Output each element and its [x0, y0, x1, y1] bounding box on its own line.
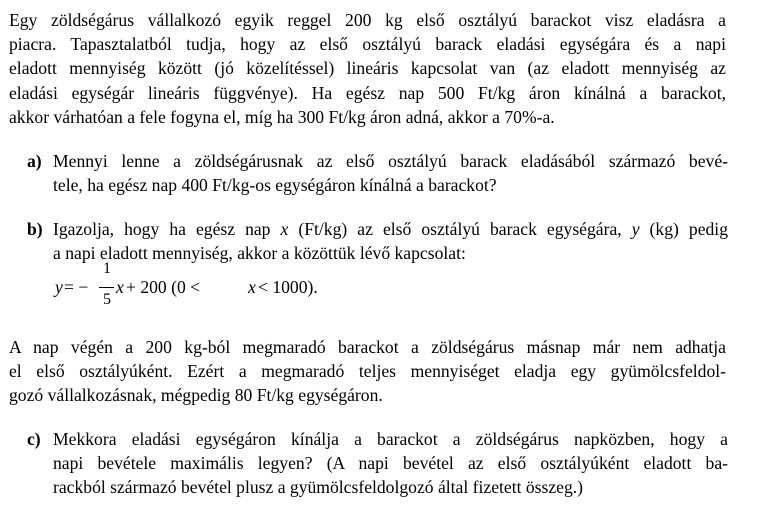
intro-line: akkor várhatóan a fele fogyna el, míg ha 300 Ft/kg áron adná, akkor a 70%-a.	[9, 106, 555, 127]
question-c-line: Mekkora eladási egységáron kínálja a barackot a zöldségárus napközben, hogy a	[53, 429, 728, 449]
middle-paragraph	[9, 335, 726, 408]
question-b-line	[53, 217, 728, 241]
formula-numerator: 1	[103, 260, 111, 277]
formula-wrapper	[0, 260, 760, 319]
var-x: x	[280, 219, 289, 239]
formula-end: < 1000).	[258, 277, 318, 297]
intro-line: eladási egységár lineáris függvénye). Ha egész nap 500 Ft/kg áron kínálná a barackot,	[9, 82, 726, 103]
question-c-label: c)	[27, 429, 41, 449]
formula	[52, 260, 452, 313]
text-run: (Ft/kg) az első osztályú barack egységára,	[288, 219, 632, 239]
intro-line: eladott mennyiség között (jó közelítéssel) lineáris kapcsolat van (az eladott mennyiség az	[9, 58, 726, 79]
formula-denominator: 5	[103, 291, 111, 308]
middle-line: A nap végén a 200 kg-ból megmaradó barackot a zöldségárus másnap már nem adhatja	[9, 337, 726, 357]
middle-line: gozó vállalkozásnak, mégpedig 80 Ft/kg egységáron.	[9, 385, 383, 406]
question-a-line: tele, ha egész nap 400 Ft/kg-os egységáron kínálná a barackot?	[53, 175, 497, 196]
middle-line: el első osztályúként. Ezért a megmaradó teljes mennyiséget eladja egy gyümölcsfeldol-	[9, 361, 726, 382]
text-run: (kg) pedig	[639, 219, 728, 239]
question-a-line: Mennyi lenne a zöldségárusnak az első osztályú barack eladásából származó bevé-	[53, 151, 728, 171]
var-y: y	[631, 219, 640, 239]
formula-x2: x	[248, 277, 256, 297]
question-c-text	[53, 427, 728, 500]
intro-line: Egy zöldségárus vállalkozó egyik reggel 200 kg első osztályú barackot visz eladásra a	[9, 10, 726, 30]
question-c-line: rackból származó bevétel plusz a gyümölcsfeldolgozó által fizetett összeg.)	[53, 477, 584, 498]
fraction-bar	[99, 287, 114, 288]
question-a-label: a)	[27, 151, 42, 171]
formula-rest: + 200 (0 <	[126, 277, 201, 297]
formula-x: x	[116, 277, 124, 297]
question-a-text	[53, 149, 728, 197]
formula-lhs: y	[55, 277, 63, 297]
formula-eq: = −	[64, 277, 89, 297]
intro-paragraph	[9, 8, 726, 129]
question-b-label: b)	[27, 219, 43, 239]
text-run: Igazolja, hogy ha egész nap	[53, 219, 281, 239]
question-c-line: napi bevétele maximális legyen? (A napi bevétel az első osztályúként eladott ba-	[53, 453, 728, 474]
question-b-line: a napi eladott mennyiség, akkor a közöttük lévő kapcsolat:	[53, 243, 466, 264]
question-b-text	[53, 217, 728, 265]
intro-line: piacra. Tapasztalatból tudja, hogy az első osztályú barack eladási egységára és a napi	[9, 34, 726, 55]
